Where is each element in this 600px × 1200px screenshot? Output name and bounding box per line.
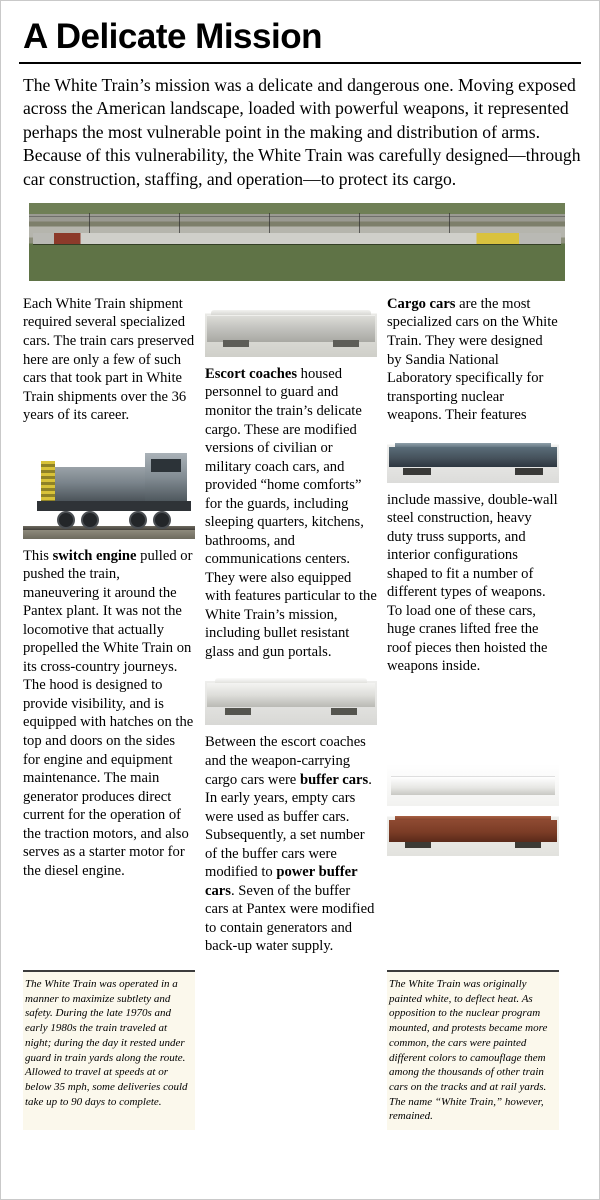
switch-engine-photo: [23, 431, 195, 539]
truck-bogie: [405, 842, 431, 848]
three-column-layout: [23, 295, 581, 962]
wheel: [129, 511, 147, 529]
utility-pole-icon: [449, 213, 450, 235]
page-title: A Delicate Mission: [23, 17, 322, 56]
caption-left: The White Train was operated in a manner to maximize subtlety and safety. During the late 1970s and early 1980s the train traveled at night; during the day it rested under guard in train yards along the route. Allowed to travel at speeds at or below 35 mph, some deliveries could take up to 90 days to complete.: [23, 970, 195, 1130]
intro-paragraph: The White Train’s mission was a delicate and dangerous one. Moving exposed across the American landscape, loaded with powerful weapons, it represented perhaps the most vulnerable point in the making and distribution of arms. Because of this vulnerability, the White Train was carefully designed—through car construction, staffing, and operation—to protect its cargo.: [23, 75, 581, 189]
overhead-wire: [29, 216, 565, 217]
locomotive-hood: [53, 467, 149, 501]
cab-window: [151, 459, 181, 472]
column-right: [387, 295, 559, 962]
column-left: [23, 295, 195, 962]
escort-coach-text: [205, 365, 377, 662]
buffer-car-photo: [205, 667, 377, 725]
locomotive-frame: [37, 501, 191, 511]
truck-bogie: [403, 468, 431, 475]
ballast: [23, 530, 195, 539]
wheel: [81, 511, 99, 529]
buffer-lead: Between the escort coaches and the weapon-carrying cargo cars were: [205, 734, 366, 788]
utility-pole-icon: [179, 213, 180, 235]
white-car-photo: [387, 764, 559, 806]
column-spacer: [387, 682, 559, 764]
escort-coach-photo: [205, 301, 377, 357]
truck-bogie: [515, 468, 543, 475]
cargo-car-text-continued: include massive, double-wall steel construction, heavy duty truss supports, and interior configurations shaped to fit a number of different types of weapons. To load one of these cars, huge cranes lifted free the roof pieces then hoisted the weapons inside.: [387, 491, 558, 675]
hero-photo-white-train: [29, 203, 565, 281]
rail: [23, 526, 195, 530]
car-body: [207, 683, 375, 707]
buffer-car-text: [205, 733, 377, 955]
truck-bogie: [223, 340, 249, 347]
handrail-ladder: [41, 461, 55, 501]
wheel: [153, 511, 171, 529]
truck-bogie: [225, 708, 251, 715]
truck-bogie: [333, 340, 359, 347]
switch-engine-term: switch engine: [52, 547, 137, 564]
buffer-rest: . Seven of the buffer cars at Pantex were modified to contain generators and back-up water supply.: [205, 882, 375, 955]
title-divider: [19, 62, 581, 64]
cargo-car-text: [387, 295, 559, 425]
caption-right: The White Train was originally painted white, to deflect heat. As opposition to the nuclear program mounted, and protests became more common, the cars were painted different colors to camouflage them among the thousands of other train cars on the tracks and at rail yards. The name “White Train,” however, remained.: [387, 970, 559, 1130]
car-body: [389, 820, 557, 842]
left-intro-text: Each White Train shipment required several specialized cars. The train cars preserved here are only a few of such cars that took part in White Train shipments over the 36 years of its career.: [23, 295, 195, 424]
cargo-car-body: are the most specialized cars on the White Train. They were designed by Sandia National Laboratory specifically for transporting nuclear weapons. Their features: [387, 295, 558, 424]
utility-pole-icon: [269, 213, 270, 235]
cargo-car-term: Cargo cars: [387, 295, 456, 312]
wheel: [57, 511, 75, 529]
truck-bogie: [331, 708, 357, 715]
train-consist: [33, 233, 561, 244]
car-body: [207, 315, 375, 342]
caption-row: [23, 970, 581, 1130]
switch-engine-body: pulled or pushed the train, maneuvering it around the Pantex plant. It was not the locomotive that actually propelled the White Train on its cross-country journeys. The hood is designed to provide visibility, and is equipped with hatches on the top and doors on the sides for engine and equipment maintenance. The main generator produces direct current for the operation of the traction motors, and also serves as a starter motor for the diesel engine.: [23, 547, 194, 879]
utility-pole-icon: [359, 213, 360, 235]
car-body: [391, 776, 555, 795]
car-body: [389, 447, 557, 467]
switch-engine-text: [23, 547, 195, 881]
buffer-term-1: buffer cars: [299, 771, 369, 788]
escort-coach-body: housed personnel to guard and monitor the train’s delicate cargo. These are modified versions of civilian or military coach cars, and provided “home comforts” for the guards, including sleeping quarters, kitchens, bathrooms, and communications centers. They were also equipped with features particular to the White Train’s mission, including bullet resistant glass and gun portals.: [205, 365, 377, 660]
escort-coach-term: Escort coaches: [205, 365, 297, 382]
utility-pole-icon: [89, 213, 90, 235]
cargo-car-photo: [387, 431, 559, 483]
truck-bogie: [515, 842, 541, 848]
buffer-mid: . In early years, empty cars were used as buffer cars. Subsequently, a set number of the buffer cars were modified to: [205, 771, 372, 881]
brown-car-photo: [387, 808, 559, 856]
buffer-term-2: power buffer cars: [205, 864, 358, 899]
column-middle: [205, 295, 377, 962]
switch-engine-lead: This: [23, 547, 53, 564]
caption-spacer: [205, 970, 377, 1130]
